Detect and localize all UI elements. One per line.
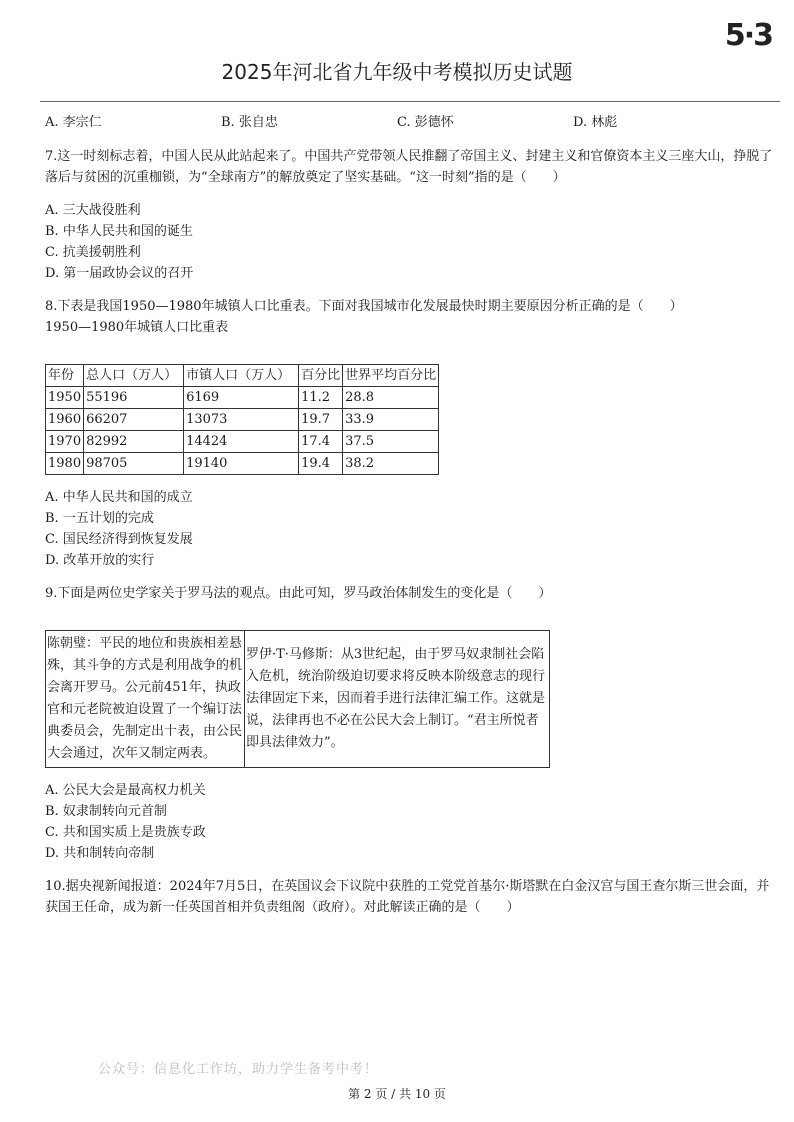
table-header-cell: 总人口（万人） xyxy=(84,365,184,387)
table-cell: 38.2 xyxy=(343,453,439,475)
page-number: 第 2 页 / 共 10 页 xyxy=(348,1087,446,1101)
q8-text: 8.下表是我国1950—1980年城镇人口比重表。下面对我国城市化发展最快时期主要原因分析正确的是（ ） xyxy=(45,299,683,314)
page-title: 2025年河北省九年级中考模拟历史试题 xyxy=(221,60,573,84)
table-cell: 66207 xyxy=(84,409,184,431)
q8-option-b[interactable]: B. 一五计划的完成 xyxy=(45,511,154,526)
q9-option-b[interactable]: B. 奴隶制转向元首制 xyxy=(45,804,167,819)
table-cell: 17.4 xyxy=(299,431,343,453)
q6-option-b[interactable]: B. 张自忠 xyxy=(221,115,278,130)
table-row xyxy=(46,631,550,768)
q8-table-title: 1950—1980年城镇人口比重表 xyxy=(45,320,229,335)
q7-text: 7.这一时刻标志着，中国人民从此站起来了。中国共产党带领人民推翻了帝国主义、封建主义和官僚资本主义三座大山，挣脱了落后与贫困的沉重枷锁，为“全球南方”的解放奠定了坚实基础。“这一时刻”指的是（ ） xyxy=(45,149,773,185)
table-header-cell: 世界平均百分比 xyxy=(343,365,439,387)
table-cell: 14424 xyxy=(184,431,299,453)
q8-option-a[interactable]: A. 中华人民共和国的成立 xyxy=(45,490,193,505)
q8-option-c[interactable]: C. 国民经济得到恢复发展 xyxy=(45,532,193,547)
q9-option-d[interactable]: D. 共和制转向帝制 xyxy=(45,846,155,861)
table-row xyxy=(46,387,439,409)
q9-option-a[interactable]: A. 公民大会是最高权力机关 xyxy=(45,783,206,798)
q9-option-c[interactable]: C. 共和国实质上是贵族专政 xyxy=(45,825,206,840)
table-cell: 19.4 xyxy=(299,453,343,475)
q6-option-c[interactable]: C. 彭德怀 xyxy=(397,115,454,130)
table-row xyxy=(46,453,439,475)
table-header-cell: 年份 xyxy=(46,365,84,387)
historian-views-table xyxy=(45,630,550,768)
table-cell: 1980 xyxy=(46,453,84,475)
header-divider xyxy=(40,101,780,102)
q7-option-d[interactable]: D. 第一届政协会议的召开 xyxy=(45,266,194,281)
table-cell: 55196 xyxy=(84,387,184,409)
view-roy-matthews: 罗伊·T·马修斯：从3世纪起，由于罗马奴隶制社会陷入危机，统治阶级迫切要求将反映本阶级意志的现行法律固定下来，因而着手进行法律汇编工作。这就是说，法律再也不必在公民大会上制订。“君主所悦者即具法律效力”。 xyxy=(245,631,550,768)
table-cell: 13073 xyxy=(184,409,299,431)
table-row xyxy=(46,431,439,453)
question-content xyxy=(45,112,780,918)
table-cell: 33.9 xyxy=(343,409,439,431)
q10-text: 10.据央视新闻报道：2024年7月5日，在英国议会下议院中获胜的工党党首基尔·斯塔默在白金汉宫与国王查尔斯三世会面，并获国王任命，成为新一任英国首相并负责组阁（政府）。对此解读正确的是（ ） xyxy=(45,879,770,915)
q7-option-c[interactable]: C. 抗美援朝胜利 xyxy=(45,245,141,260)
table-cell: 1950 xyxy=(46,387,84,409)
q9-text: 9.下面是两位史学家关于罗马法的观点。由此可知，罗马政治体制发生的变化是（ ） xyxy=(45,586,552,601)
table-cell: 1960 xyxy=(46,409,84,431)
q7-option-b[interactable]: B. 中华人民共和国的诞生 xyxy=(45,224,193,239)
table-cell: 6169 xyxy=(184,387,299,409)
q8-option-d[interactable]: D. 改革开放的实行 xyxy=(45,553,155,568)
population-table xyxy=(45,364,439,475)
table-cell: 19.7 xyxy=(299,409,343,431)
table-header-cell: 市镇人口（万人） xyxy=(184,365,299,387)
table-cell: 82992 xyxy=(84,431,184,453)
table-header-row xyxy=(46,365,439,387)
q6-option-d[interactable]: D. 林彪 xyxy=(573,115,618,130)
q6-options xyxy=(45,112,780,134)
table-cell: 1970 xyxy=(46,431,84,453)
table-cell: 19140 xyxy=(184,453,299,475)
q6-option-a[interactable]: A. 李宗仁 xyxy=(45,115,102,130)
table-header-cell: 百分比 xyxy=(299,365,343,387)
watermark-text: 公众号：信息化工作坊，助力学生备考中考！ xyxy=(98,1062,379,1077)
q7-option-a[interactable]: A. 三大战役胜利 xyxy=(45,203,141,218)
table-cell: 11.2 xyxy=(299,387,343,409)
table-row xyxy=(46,409,439,431)
table-cell: 28.8 xyxy=(343,387,439,409)
table-cell: 98705 xyxy=(84,453,184,475)
brand-logo: 5·3 xyxy=(724,18,772,53)
table-cell: 37.5 xyxy=(343,431,439,453)
view-chen-chaobi: 陈朝璧：平民的地位和贵族相差悬殊，其斗争的方式是利用战争的机会离开罗马。公元前451年，执政官和元老院被迫设置了一个编订法典委员会，先制定出十表，由公民大会通过，次年又制定两表。 xyxy=(46,631,245,768)
